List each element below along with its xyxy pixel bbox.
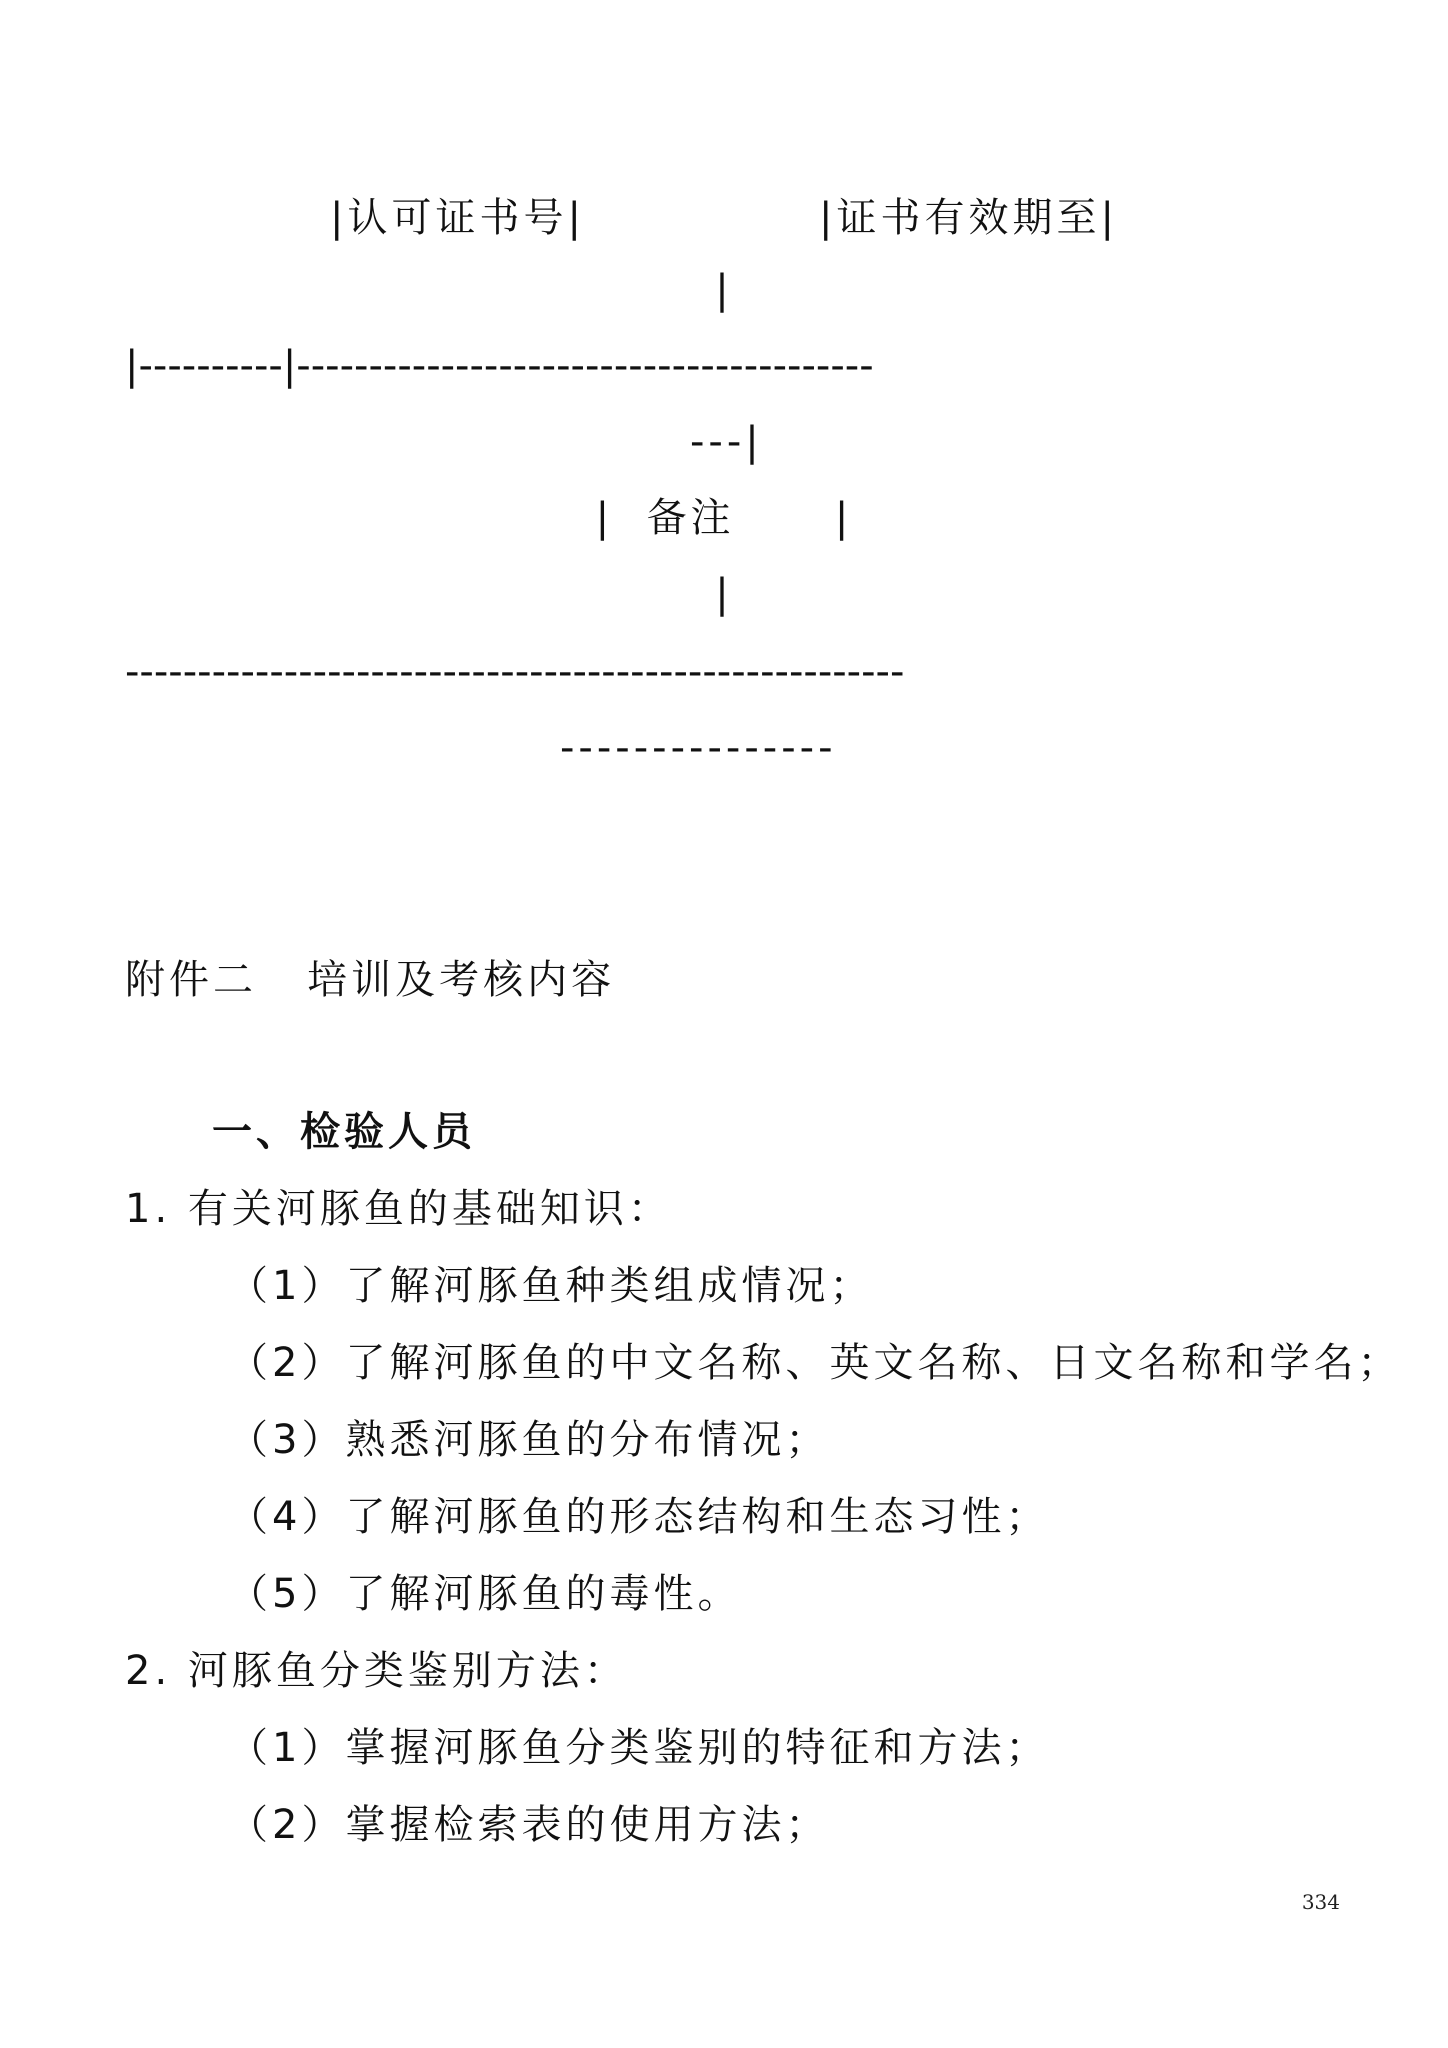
list-subitem: （1）掌握河豚鱼分类鉴别的特征和方法；: [228, 1725, 1050, 1771]
section-heading: 一、检验人员: [212, 1109, 476, 1155]
list-item-label: 1. 有关河豚鱼的基础知识：: [125, 1186, 672, 1232]
table-remarks-row: | 备注 |: [595, 495, 853, 541]
list-subitem: （1）了解河豚鱼种类组成情况；: [228, 1263, 874, 1309]
table-separator-line: |----------|----------------------------------------: [125, 343, 874, 389]
list-item-label: 2. 河豚鱼分类鉴别方法：: [125, 1648, 628, 1694]
list-subitem: （2）了解河豚鱼的中文名称、英文名称、日文名称和学名；: [228, 1340, 1402, 1386]
list-subitem: （5）了解河豚鱼的毒性。: [228, 1571, 742, 1617]
table-bottom-rule-wrap: ---------------: [560, 725, 837, 771]
table-border-line-2: |: [715, 571, 733, 617]
list-subitem: （3）熟悉河豚鱼的分布情况；: [228, 1417, 830, 1463]
table-bottom-rule: ------------------------------------------------------: [125, 649, 905, 695]
page-number: 334: [1301, 1890, 1340, 1914]
table-separator-line-wrap: ---|: [690, 419, 763, 465]
list-subitem: （4）了解河豚鱼的形态结构和生态习性；: [228, 1494, 1050, 1540]
table-border-line: |: [715, 267, 733, 313]
table-header-row: |认可证书号| |证书有效期至|: [330, 195, 1118, 241]
attachment-title: 附件二 培训及考核内容: [125, 957, 616, 1003]
list-subitem: （2）掌握检索表的使用方法；: [228, 1802, 830, 1848]
